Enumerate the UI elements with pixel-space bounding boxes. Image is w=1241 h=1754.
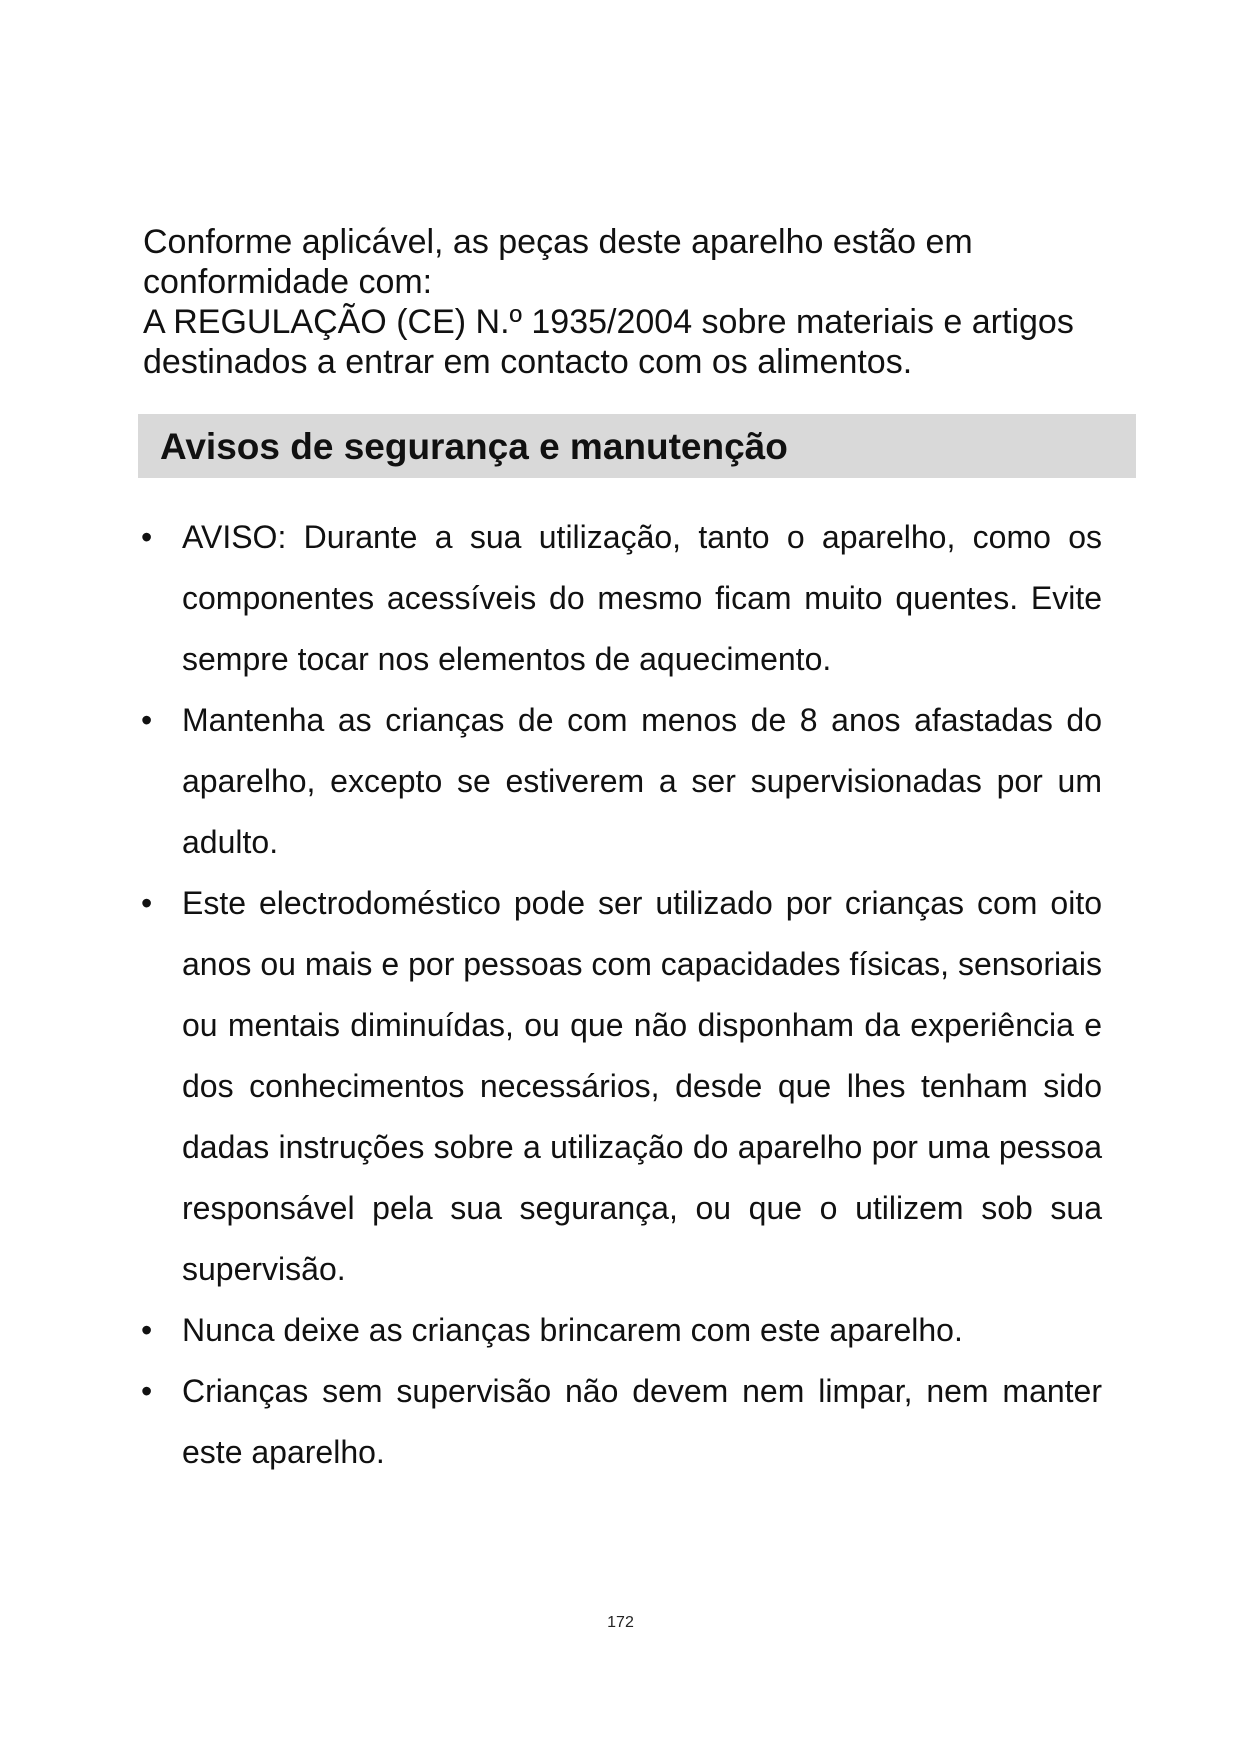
section-title: Avisos de segurança e manutenção — [160, 426, 788, 467]
bullet-icon: • — [141, 885, 153, 921]
bullet-icon: • — [141, 1373, 153, 1409]
warning-item-supervised-use — [0, 873, 1102, 1300]
warning-text: Mantenha as crianças de com menos de 8 anos afastadas do aparelho, excepto se estiverem a ser supervisionadas por um adulto. — [182, 702, 1102, 860]
warning-text: AVISO: Durante a sua utilização, tanto o aparelho, como os componentes acessíveis do mesmo ficam muito quentes. Evite sempre tocar nos elementos de aquecimento. — [182, 519, 1102, 677]
warning-text: Nunca deixe as crianças brincarem com este aparelho. — [182, 1312, 963, 1348]
intro-paragraph-regulation: A REGULAÇÃO (CE) N.º 1935/2004 sobre materiais e artigos destinados a entrar em contacto com os alimentos. — [143, 303, 1074, 381]
warning-text: Este electrodoméstico pode ser utilizado por crianças com oito anos ou mais e por pessoas com capacidades físicas, sensoriais ou mentais diminuídas, ou que não disponham da experiência e dos conhecimentos necessários, desde que lhes tenham sido dadas instruções sobre a utilização do aparelho por uma pessoa responsável pela sua segurança, ou que o utilizem sob sua supervisão. — [182, 885, 1102, 1287]
bullet-icon: • — [141, 519, 153, 555]
safety-warnings-list — [0, 507, 1241, 1483]
intro-paragraph-conformity: Conforme aplicável, as peças deste aparelho estão em conformidade com: — [143, 223, 973, 301]
warning-text: Crianças sem supervisão não devem nem limpar, nem manter este aparelho. — [182, 1373, 1102, 1470]
bullet-icon: • — [141, 702, 153, 738]
warning-item-no-cleaning — [0, 1361, 1102, 1483]
warning-item-hot-surfaces — [0, 507, 1102, 690]
warning-item-children-under-8 — [0, 690, 1102, 873]
page-number: 172 — [607, 1614, 634, 1631]
bullet-icon: • — [141, 1312, 153, 1348]
intro-text-block — [143, 222, 1133, 382]
warning-item-no-playing — [0, 1300, 1102, 1361]
